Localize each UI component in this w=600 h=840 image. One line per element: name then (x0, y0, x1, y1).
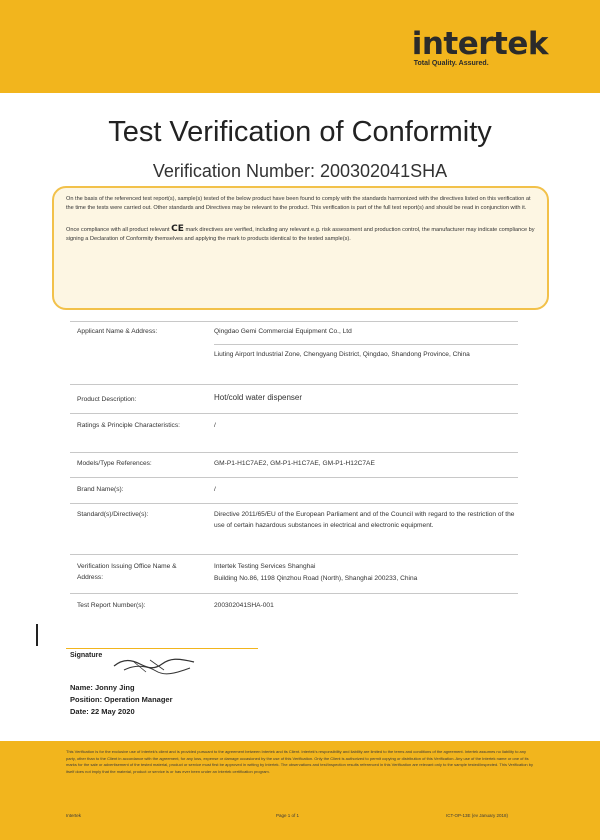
product-label: Product Description: (77, 396, 137, 403)
applicant-name: Qingdao Gemi Commercial Equipment Co., Ltd (214, 328, 352, 335)
office-address: Building No.86, 1198 Qinzhou Road (North), Shanghai 200233, China (214, 575, 418, 582)
footer-band (0, 741, 600, 840)
report-label: Test Report Number(s): (77, 602, 146, 609)
divider (70, 452, 518, 453)
ratings-value: / (214, 422, 216, 429)
applicant-label: Applicant Name & Address: (77, 328, 158, 335)
verification-number: Verification Number: 200302041SHA (152, 161, 448, 181)
brand-label: Brand Name(s): (77, 486, 124, 493)
conformity-notice-box (52, 186, 549, 310)
divider (70, 593, 518, 594)
legal-disclaimer: This Verification is for the exclusive use of Intertek's client and is provided pursuant to the agreement between Intertek and its Client. Intertek's responsibility and liability are limited to the terms and conditions of the agreement. Intertek assumes no liability to any party, other than to the Client in accordance with the agreement, for any loss, expense or damage occasioned by the use of this Verification. Only the Client is authorized to permit copying or distribution of this Verification. Any use of the Intertek name or one of its marks for the sale or advertisement of the tested material, product or service must first be approved in writing by Intertek. The observations and test/inspection results referenced in this Verification are relevant only to the sample tested/inspected. This Verification by itself does not imply that the material, product or service is or has ever been under an Intertek certification program. (66, 749, 533, 774)
form-reference: ICT-OP-13E (ev January 2018) (446, 813, 509, 818)
footer-left: Intertek (66, 813, 82, 818)
document-title: Test Verification of Conformity (108, 116, 492, 148)
standards-value: Directive 2011/65/EU of the European Parliament and of the Council with regard to the restriction of the use of certain hazardous substances in electrical and electronic equipment. (214, 511, 515, 529)
brand-value: / (214, 486, 216, 493)
divider (70, 321, 518, 322)
ce-mark-icon: CE (171, 224, 184, 234)
divider (70, 413, 518, 414)
notice-paragraph-2 (66, 225, 535, 244)
notice-text-before-mark: Once compliance with all product relevant (66, 227, 170, 233)
divider (70, 554, 518, 555)
product-value: Hot/cold water dispenser (214, 393, 303, 402)
ratings-label: Ratings & Principle Characteristics: (77, 422, 180, 429)
models-value: GM-P1-H1C7AE2, GM-P1-H1C7AE, GM-P1-H12C7AE (214, 460, 375, 467)
signatory-position: Position: Operation Manager (70, 695, 173, 704)
text-cursor (36, 624, 38, 646)
notice-text-after-mark: mark directives are verified, including any relevant e.g. risk assessment and production control, the manufacturer may indicate compliance by signing a Declaration of Conformity themselves and applying the mark to products identical to the tested sample(s). (66, 227, 535, 242)
divider (214, 344, 518, 345)
report-value: 200302041SHA-001 (214, 602, 274, 609)
office-name: Intertek Testing Services Shanghai (214, 563, 316, 570)
header-band (0, 0, 600, 93)
brand-logo-text: intertek (411, 26, 548, 62)
divider (70, 477, 518, 478)
signature-date: Date: 22 May 2020 (70, 707, 135, 716)
intertek-logo (412, 28, 548, 67)
brand-tagline: Total Quality. Assured. (413, 60, 489, 67)
divider (70, 503, 518, 504)
standards-label: Standard(s)/Directive(s): (77, 511, 149, 518)
applicant-address: Liuting Airport Industrial Zone, Chengyang District, Qingdao, Shandong Province, China (214, 351, 470, 358)
signature-label: Signature (70, 652, 103, 659)
signatory-name: Name: Jonny Jing (70, 683, 135, 692)
office-label: Verification Issuing Office Name & Address: (77, 563, 177, 581)
signature-divider (66, 648, 258, 649)
page-number: Page 1 of 1 (276, 813, 300, 818)
models-label: Models/Type References: (77, 460, 152, 467)
divider (70, 384, 518, 385)
notice-paragraph-1: On the basis of the referenced test report(s), sample(s) tested of the below product have been found to comply with the standards harmonized with the directives listed on this verification at the time the tests were carried out. Other standards and Directives may be relevant to the product. This verification is part of the full test report(s) and should be read in conjunction with it. (66, 196, 531, 211)
handwritten-signature (110, 652, 200, 678)
